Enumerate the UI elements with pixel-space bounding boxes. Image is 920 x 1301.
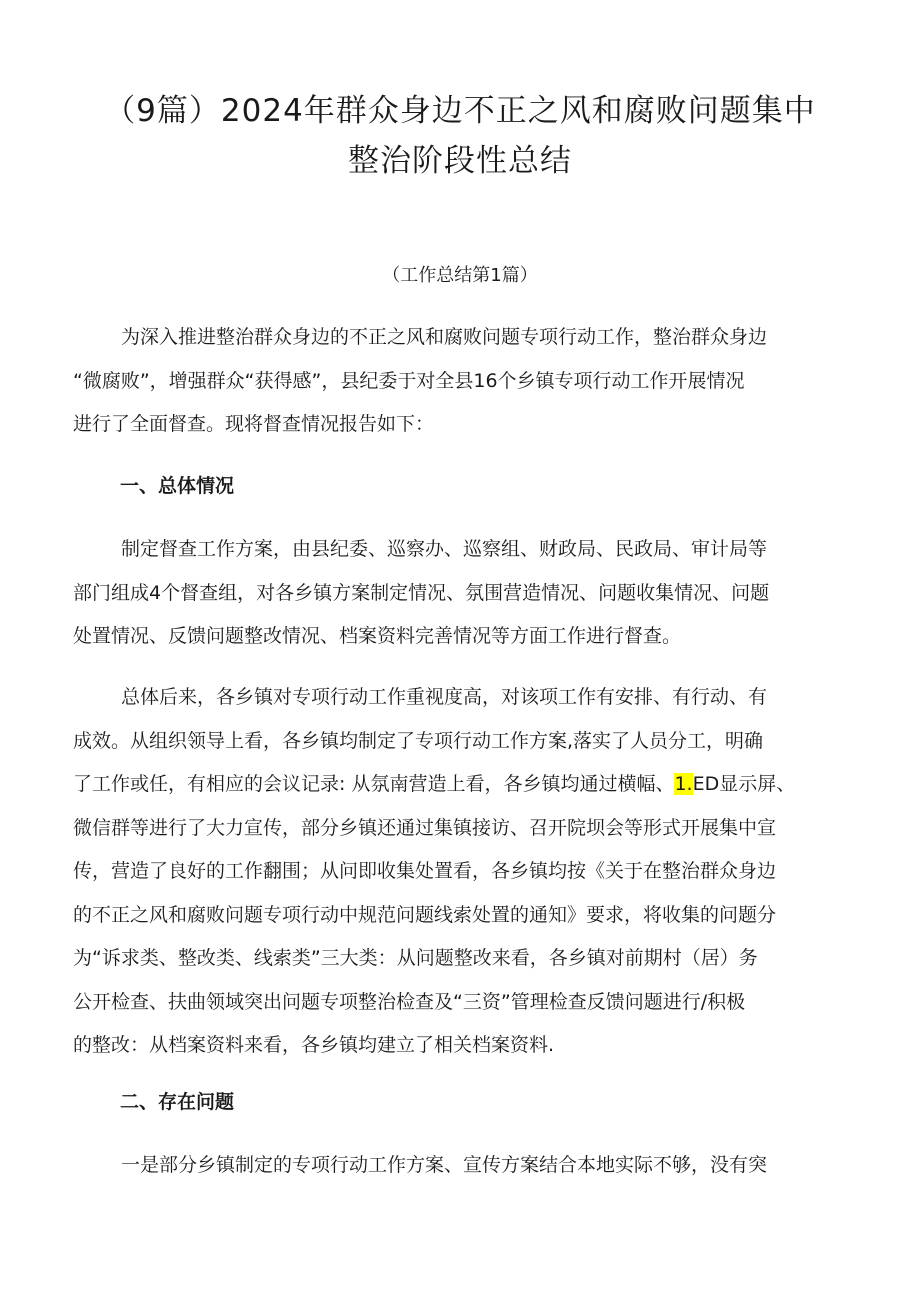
paragraph-line: 传，营造了良好的工作翻围；从问即收集处置看，各乡镇均按《关于在整治群众身边: [73, 860, 777, 882]
paragraph-line: 总体后来，各乡镇对专项行动工作重视度高，对该项工作有安排、有行动、有: [121, 686, 768, 708]
highlighted-text: 1.: [674, 773, 693, 795]
paragraph-overall-status: [73, 676, 863, 1068]
paragraph-line: 一是部分乡镇制定的专项行动工作方案、宣传方案结合本地实际不够，没有突: [121, 1154, 768, 1176]
paragraph-line-segment: ED显示屏、: [692, 773, 796, 795]
paragraph-inspection-plan: [73, 528, 863, 659]
section-heading-problems: 二、存在问题: [120, 1091, 235, 1113]
paragraph-line: 的不正之风和腐败问题专项行动中规范问题线索处置的通知》要求，将收集的问题分: [73, 903, 777, 926]
paragraph-problems: [73, 1144, 863, 1188]
document-subtitle: （工作总结第1篇）: [382, 265, 538, 286]
paragraph-line: 微信群等进行了大力宣传，部分乡镇还通过集镇接访、召开院坝会等形式开展集中宣: [73, 816, 777, 839]
section-heading-overall: 一、总体情况: [120, 475, 235, 497]
paragraph-intro: [73, 316, 863, 447]
paragraph-line: “微腐败”，增强群众“获得感”，县纪委于对全县16个乡镇专项行动工作开展情况: [73, 369, 745, 392]
paragraph-line: 处置情况、反馈问题整改情况、档案资料完善情况等方面工作进行督查。: [73, 625, 682, 647]
paragraph-line: 成效。从组织领导上看，各乡镇均制定了专项行动工作方案,落实了人员分工，明确: [73, 729, 764, 752]
paragraph-line: 为深入推进整治群众身边的不正之风和腐败问题专项行动工作，整治群众身边: [121, 326, 768, 348]
document-title-line-1: （9篇）2024年群众身边不正之风和腐败问题集中: [104, 93, 816, 129]
paragraph-line: 制定督查工作方案，由县纪委、巡察办、巡察组、财政局、民政局、审计局等: [121, 538, 768, 560]
document-title-line-2: 整治阶段性总结: [348, 143, 572, 179]
paragraph-line: 为“诉求类、整改类、线索类”三大类：从问题整改来看，各乡镇对前期村（居）务: [73, 947, 758, 969]
paragraph-line: [73, 763, 863, 807]
paragraph-line: 公开检查、扶曲领域突出问题专项整治检查及“三资”管理检查反馈问题进行/积极: [73, 990, 746, 1013]
paragraph-line-segment: 了工作或任，有相应的会议记录: 从氛南营造上看，各乡镇均通过横幅、: [73, 773, 675, 795]
paragraph-line: 的整改：从档案资料来看，各乡镇均建立了相关档案资料.: [73, 1034, 555, 1056]
paragraph-line: 部门组成4个督查组，对各乡镇方案制定情况、氛围营造情况、问题收集情况、问题: [73, 581, 770, 604]
paragraph-line: 进行了全面督查。现将督查情况报告如下：: [73, 413, 435, 435]
